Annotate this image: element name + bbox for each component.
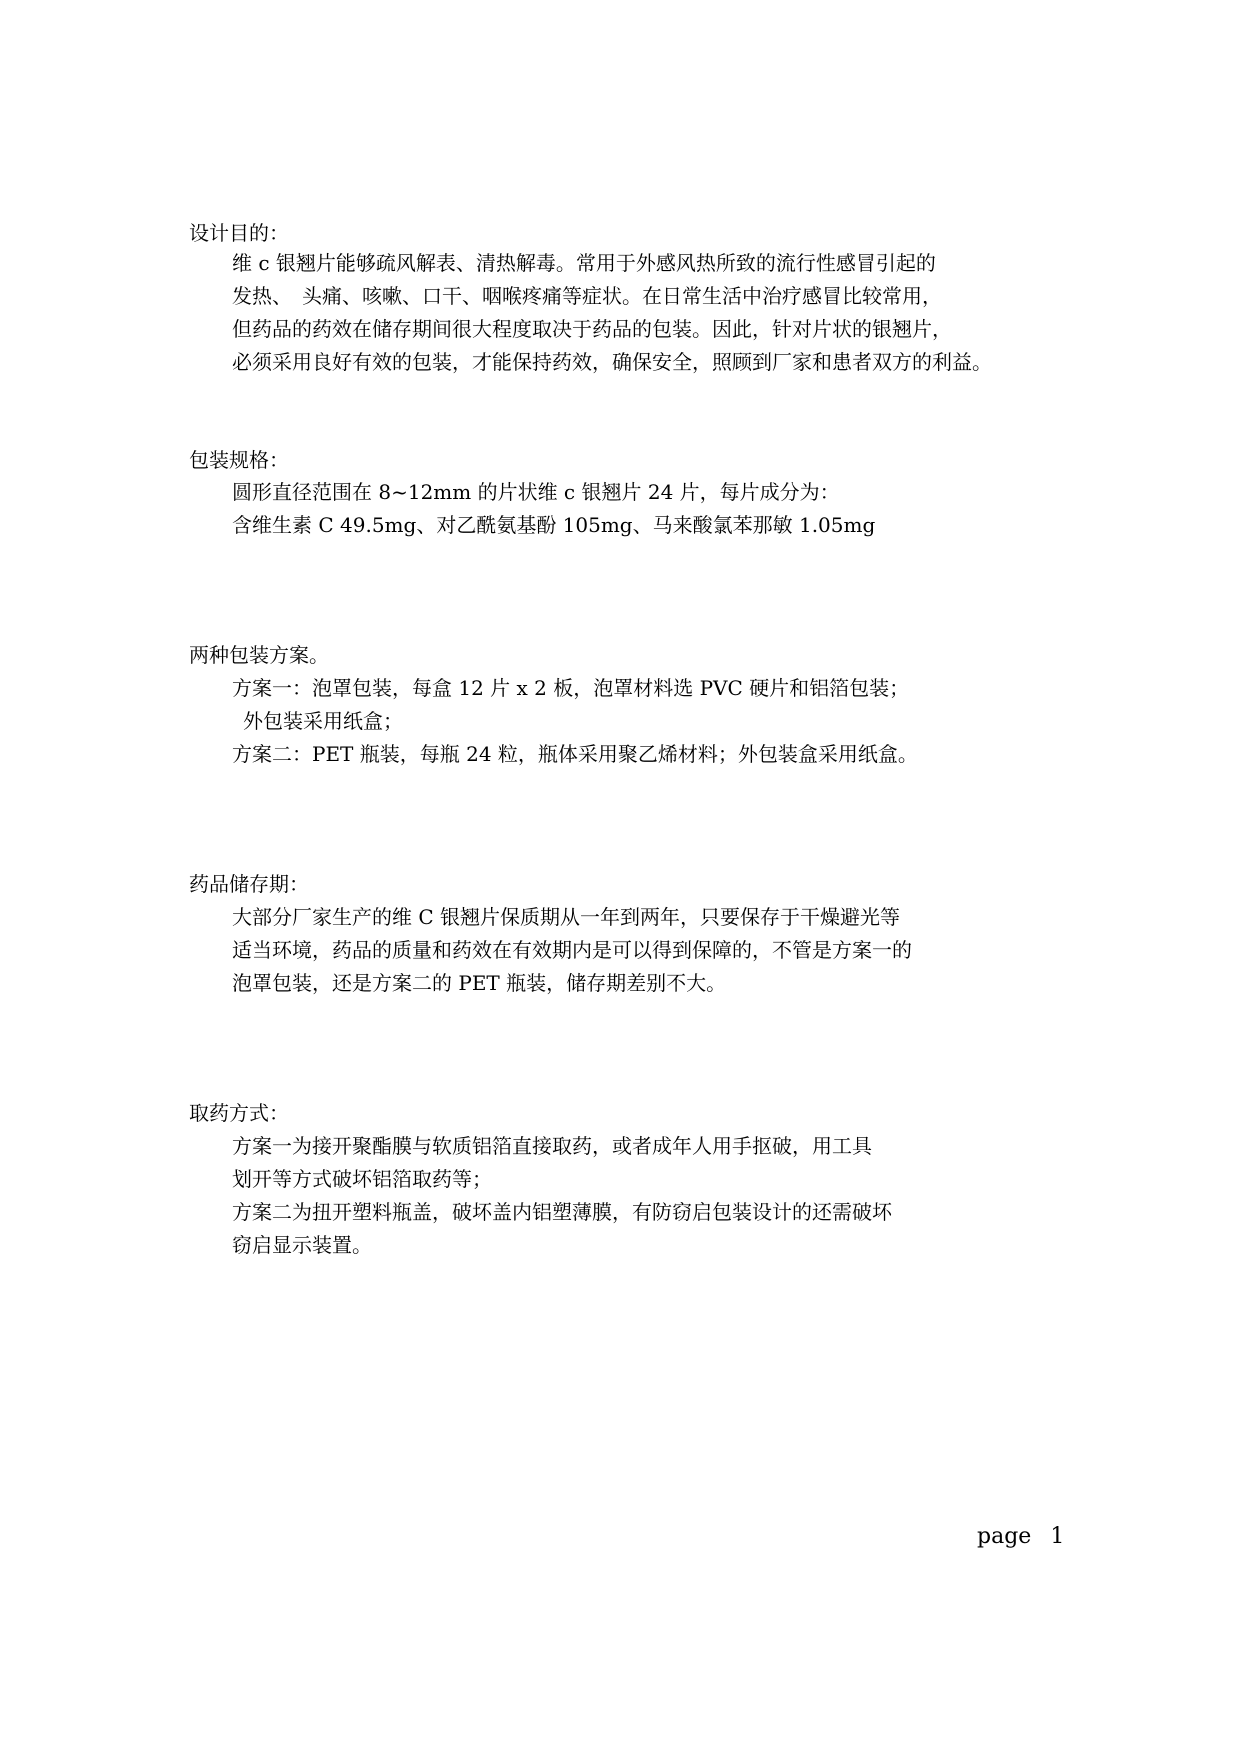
section-heading: 药品储存期：	[189, 872, 309, 896]
paragraph-line: 泡罩包装，还是方案二的 PET 瓶装，储存期差别不大。	[232, 971, 727, 995]
paragraph-line: 大部分厂家生产的维 C 银翘片保质期从一年到两年，只要保存于干燥避光等	[232, 905, 901, 929]
section-heading: 包装规格：	[189, 448, 289, 472]
paragraph-line: 外包装采用纸盒；	[243, 709, 403, 733]
paragraph-line: 方案二为扭开塑料瓶盖，破坏盖内铝塑薄膜，有防窃启包装设计的还需破坏	[232, 1200, 892, 1224]
page-label: page	[977, 1524, 1032, 1549]
paragraph-line: 圆形直径范围在 8~12mm 的片状维 c 银翘片 24 片，每片成分为：	[232, 480, 840, 504]
paragraph-line: 含维生素 C 49.5mg、对乙酰氨基酚 105mg、马来酸氯苯那敏 1.05mg	[232, 513, 876, 537]
paragraph-line: 但药品的药效在储存期间很大程度取决于药品的包装。因此，针对片状的银翘片，	[232, 317, 952, 341]
section-heading: 两种包装方案。	[189, 643, 329, 667]
paragraph-line: 划开等方式破坏铝箔取药等；	[232, 1167, 492, 1191]
section-heading: 取药方式：	[189, 1101, 289, 1125]
page-number-value: 1	[1050, 1524, 1065, 1549]
paragraph-line: 维 c 银翘片能够疏风解表、清热解毒。常用于外感风热所致的流行性感冒引起的	[232, 251, 936, 275]
paragraph-line: 方案二：PET 瓶装，每瓶 24 粒，瓶体采用聚乙烯材料；外包装盒采用纸盒。	[232, 742, 918, 766]
paragraph-line: 发热、 头痛、咳嗽、口干、咽喉疼痛等症状。在日常生活中治疗感冒比较常用，	[232, 284, 942, 308]
paragraph-line: 适当环境，药品的质量和药效在有效期内是可以得到保障的，不管是方案一的	[232, 938, 912, 962]
paragraph-line: 必须采用良好有效的包装，才能保持药效，确保安全，照顾到厂家和患者双方的利益。	[232, 350, 992, 374]
section-heading: 设计目的：	[189, 221, 289, 245]
paragraph-line: 窃启显示装置。	[232, 1233, 372, 1257]
paragraph-line: 方案一：泡罩包装，每盒 12 片 x 2 板，泡罩材料选 PVC 硬片和铝箔包装；	[232, 676, 910, 700]
page-number	[977, 1522, 1064, 1552]
paragraph-line: 方案一为接开聚酯膜与软质铝箔直接取药，或者成年人用手抠破，用工具	[232, 1134, 872, 1158]
